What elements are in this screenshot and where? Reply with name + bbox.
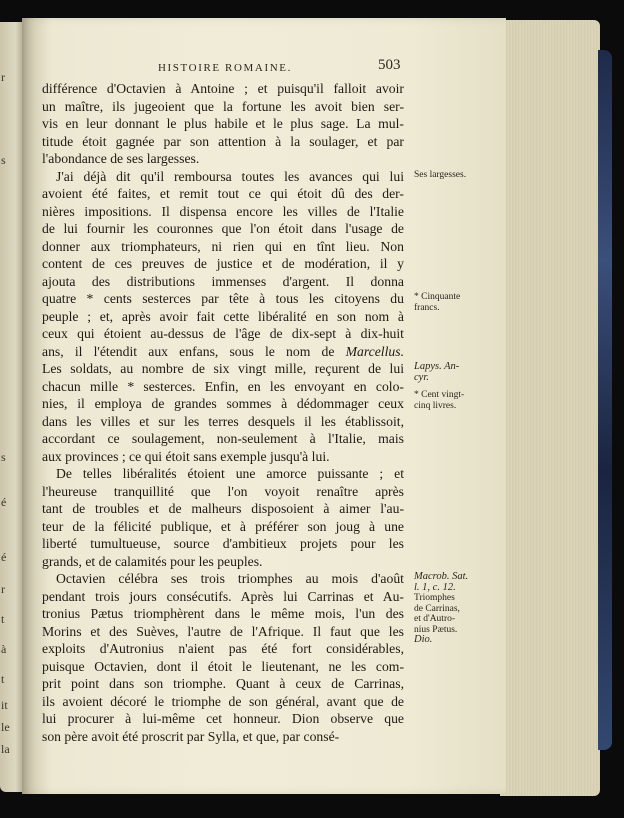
text-line: content de ces preuves de justice et de modération, il y	[42, 256, 404, 271]
text-line: de lui fournir les couronnes que l'on étoit dans l'usage de	[42, 221, 404, 236]
text-line: liberté tumultueuse, source d'ambitieux projets pour les	[42, 536, 404, 551]
text-line: l'heureuse tranquillité que l'on voyoit renaître après	[42, 483, 404, 499]
left-page-fragment: é	[1, 495, 7, 509]
text-line: grands, et de calamités pour les peuples.	[42, 553, 263, 569]
margin-note-line: * Cinquante	[414, 292, 461, 302]
left-page-fragment: s	[1, 153, 6, 167]
margin-note-line: francs.	[414, 302, 440, 313]
text-line: Morins et des Suèves, l'autre de l'Afrique. Il faut que les	[42, 623, 404, 639]
text-line: ajouta des distributions immenses d'argent. Il donna	[42, 273, 404, 289]
text-line: chacun mille * sesterces. Enfin, en les envoyant en colo-	[42, 378, 404, 394]
left-page-fragment: it	[1, 698, 8, 712]
left-page-fragment: le	[1, 720, 10, 734]
text-line: un maître, ils jugeoient que la fortune les avoit bien ser-	[42, 98, 404, 114]
margin-note-lapys	[414, 362, 494, 383]
text-line: donner aux triomphateurs, ni rien qui en tînt lieu. Non	[42, 238, 404, 254]
margin-note-dio	[414, 635, 494, 646]
text-line: puisque Octavien, dont il étoit le lieutenant, ne les com-	[42, 658, 404, 674]
margin-note-line: l. 1, c. 12.	[414, 581, 456, 593]
text-line: ans, il l'étendit aux enfans, sous le nom de Marcellus.	[42, 343, 404, 359]
text-line: tronius Pætus triomphèrent dans le même mois, l'un des	[42, 606, 404, 621]
text-line: avoient été faites, et remit tout ce qui étoit dû des der-	[42, 186, 404, 201]
margin-note-line: et d'Autro-	[414, 614, 456, 624]
text-line: J'ai déjà dit qu'il remboursa toutes les avances qui lui	[56, 168, 404, 184]
text-line: l'abondance de ses largesses.	[42, 151, 200, 166]
text-line: ceux qui étoient au-dessus de l'âge de dix-sept à dix-huit	[42, 326, 404, 341]
margin-note-largesses	[414, 170, 494, 181]
text-line: teur de la félicité publique, et à préférer son joug à une	[42, 518, 404, 534]
left-page-fragment: s	[1, 450, 6, 464]
text-line: Octavien célébra ses trois triomphes au mois d'août	[56, 571, 404, 586]
running-head: HISTOIRE ROMAINE.	[158, 62, 292, 74]
text-line: De telles libéralités étoient une amorce puissante ; et	[56, 466, 404, 481]
left-page-fragment: t	[1, 612, 5, 626]
text-line: pendant trois jours consécutifs. Après lui Carrinas et Au-	[42, 588, 404, 604]
text-line: dans les villes et sur les terres desquels il les établissoit,	[42, 413, 404, 429]
margin-note-line: Macrob. Sat.	[414, 571, 469, 582]
text-line: peuple ; et, après avoir fait cette libéralité en son nom à	[42, 308, 404, 324]
left-page-edge	[0, 22, 22, 792]
margin-note-line: Triomphes	[414, 593, 455, 603]
left-page-fragment: t	[1, 672, 5, 686]
text-line: différence d'Octavien à Antoine ; et puisqu'il falloit avoir	[42, 81, 404, 96]
margin-note-line: Lapys. An-	[414, 361, 460, 372]
text-line: ils avoient décoré le triomphe de son général, avant que de	[42, 693, 404, 709]
left-page-fragment: r	[1, 70, 5, 84]
text-line: son père avoit été proscrit par Sylla, et que, par consé-	[42, 728, 340, 744]
text-line: lui procurer à lui-même cet honneur. Dion observe que	[42, 711, 404, 726]
body-text	[42, 80, 404, 745]
text-line: accordant ce soulagement, non-seulement à l'Italie, mais	[42, 431, 404, 446]
left-page-fragment: r	[1, 582, 5, 596]
text-line: titude étoit gagnée par son attention à la soulager, et par	[42, 133, 404, 149]
page-number: 503	[378, 57, 401, 73]
margin-note-line: nius Pætus.	[414, 624, 458, 635]
left-page-fragment: é	[1, 550, 7, 564]
left-page-fragment: à	[1, 642, 7, 656]
margin-note-line: cyr.	[414, 371, 429, 383]
text-line: nies, il employa de grandes sommes à dédommager ceux	[42, 396, 404, 411]
text-line: quatre * cents sesterces par tête à tous les citoyens du	[42, 291, 404, 306]
margin-note-cinquante	[414, 292, 494, 313]
margin-note-line: Dio.	[414, 634, 433, 645]
margin-note-line: * Cent vingt-	[414, 390, 465, 400]
text-line: nières impositions. Il dispensa encore les villes de l'Italie	[42, 203, 404, 219]
margin-note-line: de Carrinas,	[414, 603, 460, 614]
text-line: vis en leur donnant le plus habile et le plus sage. La mul-	[42, 116, 404, 131]
margin-note-triomphes	[414, 593, 494, 635]
left-page-fragment: la	[1, 742, 10, 756]
text-line: exploits d'Autronius n'aient pas été fort considérables,	[42, 641, 404, 656]
text-line: prit point dans son triomphe. Quant à ceux de Carrinas,	[42, 676, 404, 691]
margin-note-macrob	[414, 572, 494, 593]
text-line: Les soldats, au nombre de six vingt mille, reçurent de lui	[42, 361, 404, 376]
text-line: tant de troubles et de malheurs disposoient à aimer l'au-	[42, 501, 404, 516]
text-line: aux provinces ; ce qui étoit sans exemple jusqu'à lui.	[42, 448, 330, 464]
margin-note-cent-vingt	[414, 390, 494, 411]
page-edges	[500, 20, 600, 796]
margin-note-line: Ses largesses.	[414, 169, 467, 180]
margin-note-line: cinq livres.	[414, 400, 457, 411]
